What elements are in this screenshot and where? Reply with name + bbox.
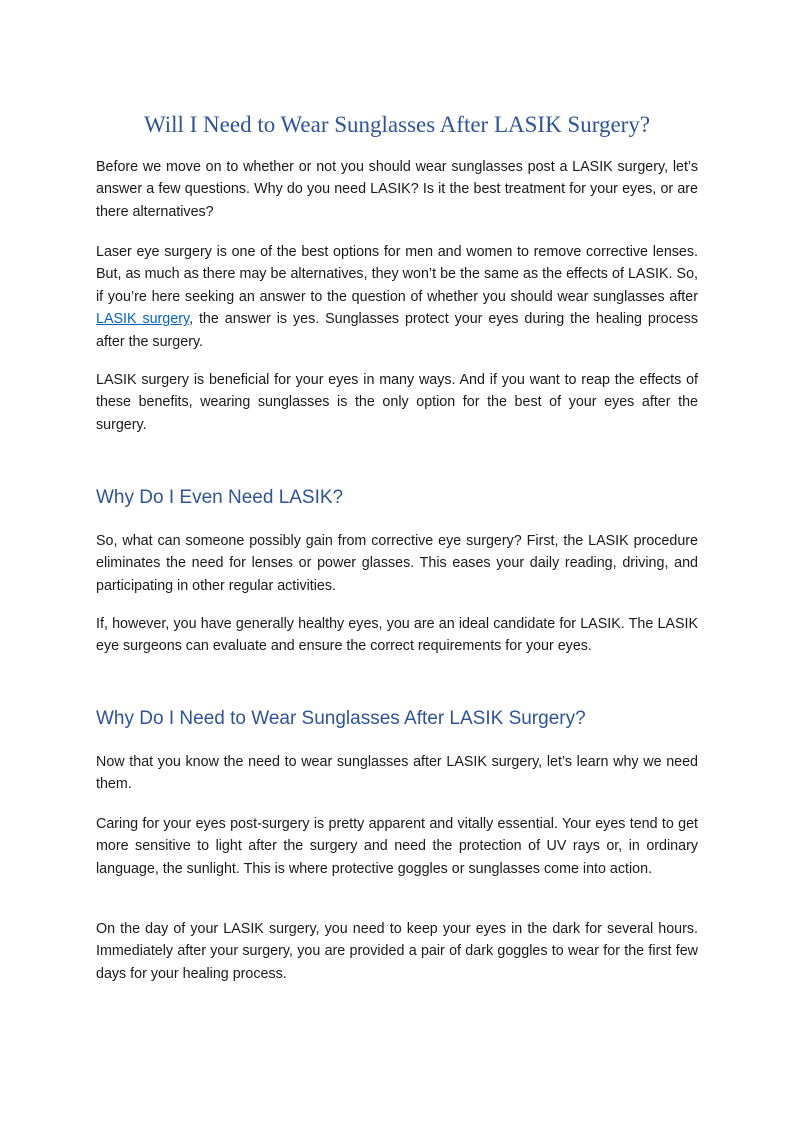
page-title: Will I Need to Wear Sunglasses After LASIK Surgery?	[143, 112, 651, 137]
section-heading-why-sunglasses: Why Do I Need to Wear Sunglasses After LASIK Surgery?	[96, 708, 586, 729]
section2-paragraph-1: Now that you know the need to wear sunglasses after LASIK surgery, let’s learn why we need them.	[96, 754, 698, 793]
section1-paragraph-2: If, however, you have generally healthy eyes, you are an ideal candidate for LASIK. The LASIK eye surgeons can evaluate and ensure the correct requirements for your eyes.	[96, 616, 698, 655]
intro-paragraph-2	[96, 241, 698, 353]
section1-paragraph-1: So, what can someone possibly gain from corrective eye surgery? First, the LASIK procedure eliminates the need for lenses or power glasses. This eases your daily reading, driving, and participating in other regular activities.	[96, 533, 698, 594]
lasik-surgery-link[interactable]: LASIK surgery	[96, 311, 190, 328]
section-heading-why-need-lasik: Why Do I Even Need LASIK?	[96, 487, 344, 508]
intro-paragraph-1: Before we move on to whether or not you should wear sunglasses post a LASIK surgery, let’s answer a few questions. Why do you need LASIK? Is it the best treatment for your eyes, or are there alternatives?	[96, 159, 698, 220]
section2-paragraph-3: On the day of your LASIK surgery, you need to keep your eyes in the dark for several hours. Immediately after your surgery, you are provided a pair of dark goggles to wear for the first few days for your healing process.	[96, 921, 698, 982]
section2-paragraph-2: Caring for your eyes post-surgery is pretty apparent and vitally essential. Your eyes tend to get more sensitive to light after the surgery and need the protection of UV rays or, in ordinary language, the sunlight. This is where protective goggles or sunglasses come into action.	[96, 816, 698, 877]
intro-paragraph-2-text-before: Laser eye surgery is one of the best options for men and women to remove corrective lenses. But, as much as there may be alternatives, they won’t be the same as the effects of LASIK. So, if you’re here seeking an answer to the question of whether you should wear sunglasses after	[96, 244, 698, 305]
intro-paragraph-3: LASIK surgery is beneficial for your eyes in many ways. And if you want to reap the effects of these benefits, wearing sunglasses is the only option for the best of your eyes after the surgery.	[96, 372, 698, 433]
intro-paragraph-2-text-after: , the answer is yes. Sunglasses protect your eyes during the healing process after the surgery.	[96, 311, 698, 350]
